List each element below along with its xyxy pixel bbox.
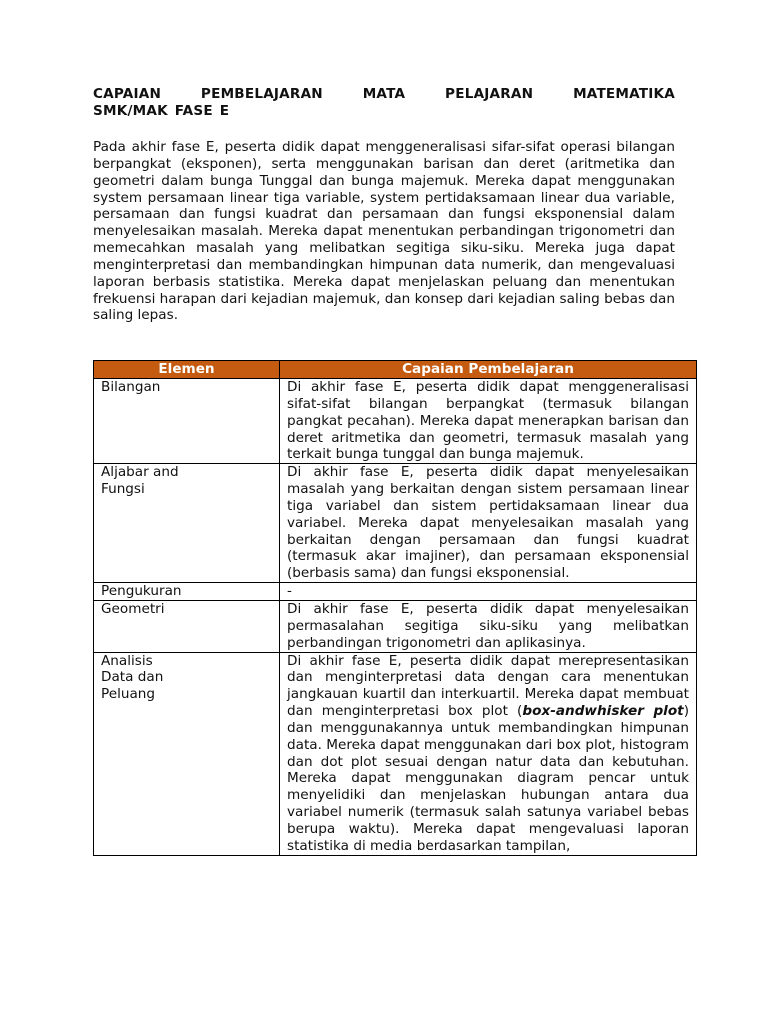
title-line-2: SMK/MAK FASE E [93,103,230,119]
element-cell-line: Analisis [101,652,153,669]
table-row-aljabar [94,464,697,583]
description-cell: Di akhir fase E, peserta didik dapat menggeneralisasi sifat-sifat bilangan berpangkat (termasuk bilangan pangkat pecahan). Mereka dapat menerapkan barisan dan deret aritmetika dan geometri, termasuk masalah yang terkait bunga tunggal dan bunga majemuk. [280,379,697,464]
table-row-analisis-data [94,652,697,855]
title-line-1: CAPAIAN PEMBELAJARAN MATA PELAJARAN MATEMATIKA [93,86,675,102]
element-cell: Pengukuran [94,583,280,601]
description-cell: Di akhir fase E, peserta didik dapat menyelesaikan permasalahan segitiga siku-siku yang melibatkan perbandingan trigonometri dan aplikasinya. [280,600,697,652]
description-cell [280,652,697,855]
document-body [93,86,675,324]
description-cell: Di akhir fase E, peserta didik dapat menyelesaikan masalah yang berkaitan dengan sistem persamaan linear tiga variabel dan sistem pertidaksamaan linear dua variabel. Mereka dapat menyelesaikan masalah yang berkaitan dengan persamaan dan fungsi kuadrat (termasuk akar imajiner), dan persamaan eksponensial (berbasis sama) dan fungsi eksponensial. [280,464,697,583]
table-row-pengukuran [94,583,697,601]
element-cell: Geometri [94,600,280,652]
table-header-row [94,361,697,379]
header-elemen: Elemen [94,361,280,379]
table-row-bilangan [94,379,697,464]
element-cell-line: Data dan [101,669,164,686]
description-text: Di akhir fase E, peserta didik dapat merepresentasikan dan menginterpretasi data dengan cara menentukan jangkauan kuartil dan interkuartil. Mereka dapat membuat dan menginterpretasi box plot ( [287,652,689,720]
intro-paragraph: Pada akhir fase E, peserta didik dapat menggeneralisasi sifar-sifat operasi bilangan berpangkat (eksponen), serta menggunakan barisan dan deret (aritmetika dan geometri dalam bunga Tunggal dan bunga majemuk. Mereka dapat menggunakan system persamaan linear tiga variable, system pertidaksamaan linear dua variable, persamaan dan fungsi kuadrat dan persamaan dan fungsi eksponensial dalam menyelesaikan masalah. Mereka dapat menentukan perbandingan trigonometri dan memecahkan masalah yang melibatkan segitiga siku-siku. Mereka juga dapat menginterpretasi dan membandingkan himpunan data numerik, dan mengevaluasi laporan berbasis statistika. Mereka dapat menjelaskan peluang dan menentukan frekuensi harapan dari kejadian majemuk, dan konsep dari kejadian saling bebas dan saling lepas. [93,139,675,324]
document-title [93,86,675,120]
learning-outcomes-table [93,360,697,856]
description-cell: - [280,583,697,601]
element-cell-line: Fungsi [101,481,145,498]
element-cell: Bilangan [94,379,280,464]
description-emphasis: box-andwhisker plot [522,703,684,720]
element-cell-line: Peluang [101,686,156,703]
header-capaian-pembelajaran: Capaian Pembelajaran [280,361,697,379]
element-cell [94,464,280,583]
element-cell [94,652,280,855]
table-row-geometri [94,600,697,652]
description-text: ) dan menggunakannya untuk membandingkan himpunan data. Mereka dapat menggunakan dari box plot, histogram dan dot plot sesuai dengan natur data dan kebutuhan. Mereka dapat menggunakan diagram pencar untuk menyelidiki dan menjelaskan hubungan antara dua variabel numerik (termasuk salah satunya variabel bebas berupa waktu). Mereka dapat mengevaluasi laporan statistika di media berdasarkan tampilan, [287,703,689,854]
element-cell-line: Aljabar and [101,464,179,481]
